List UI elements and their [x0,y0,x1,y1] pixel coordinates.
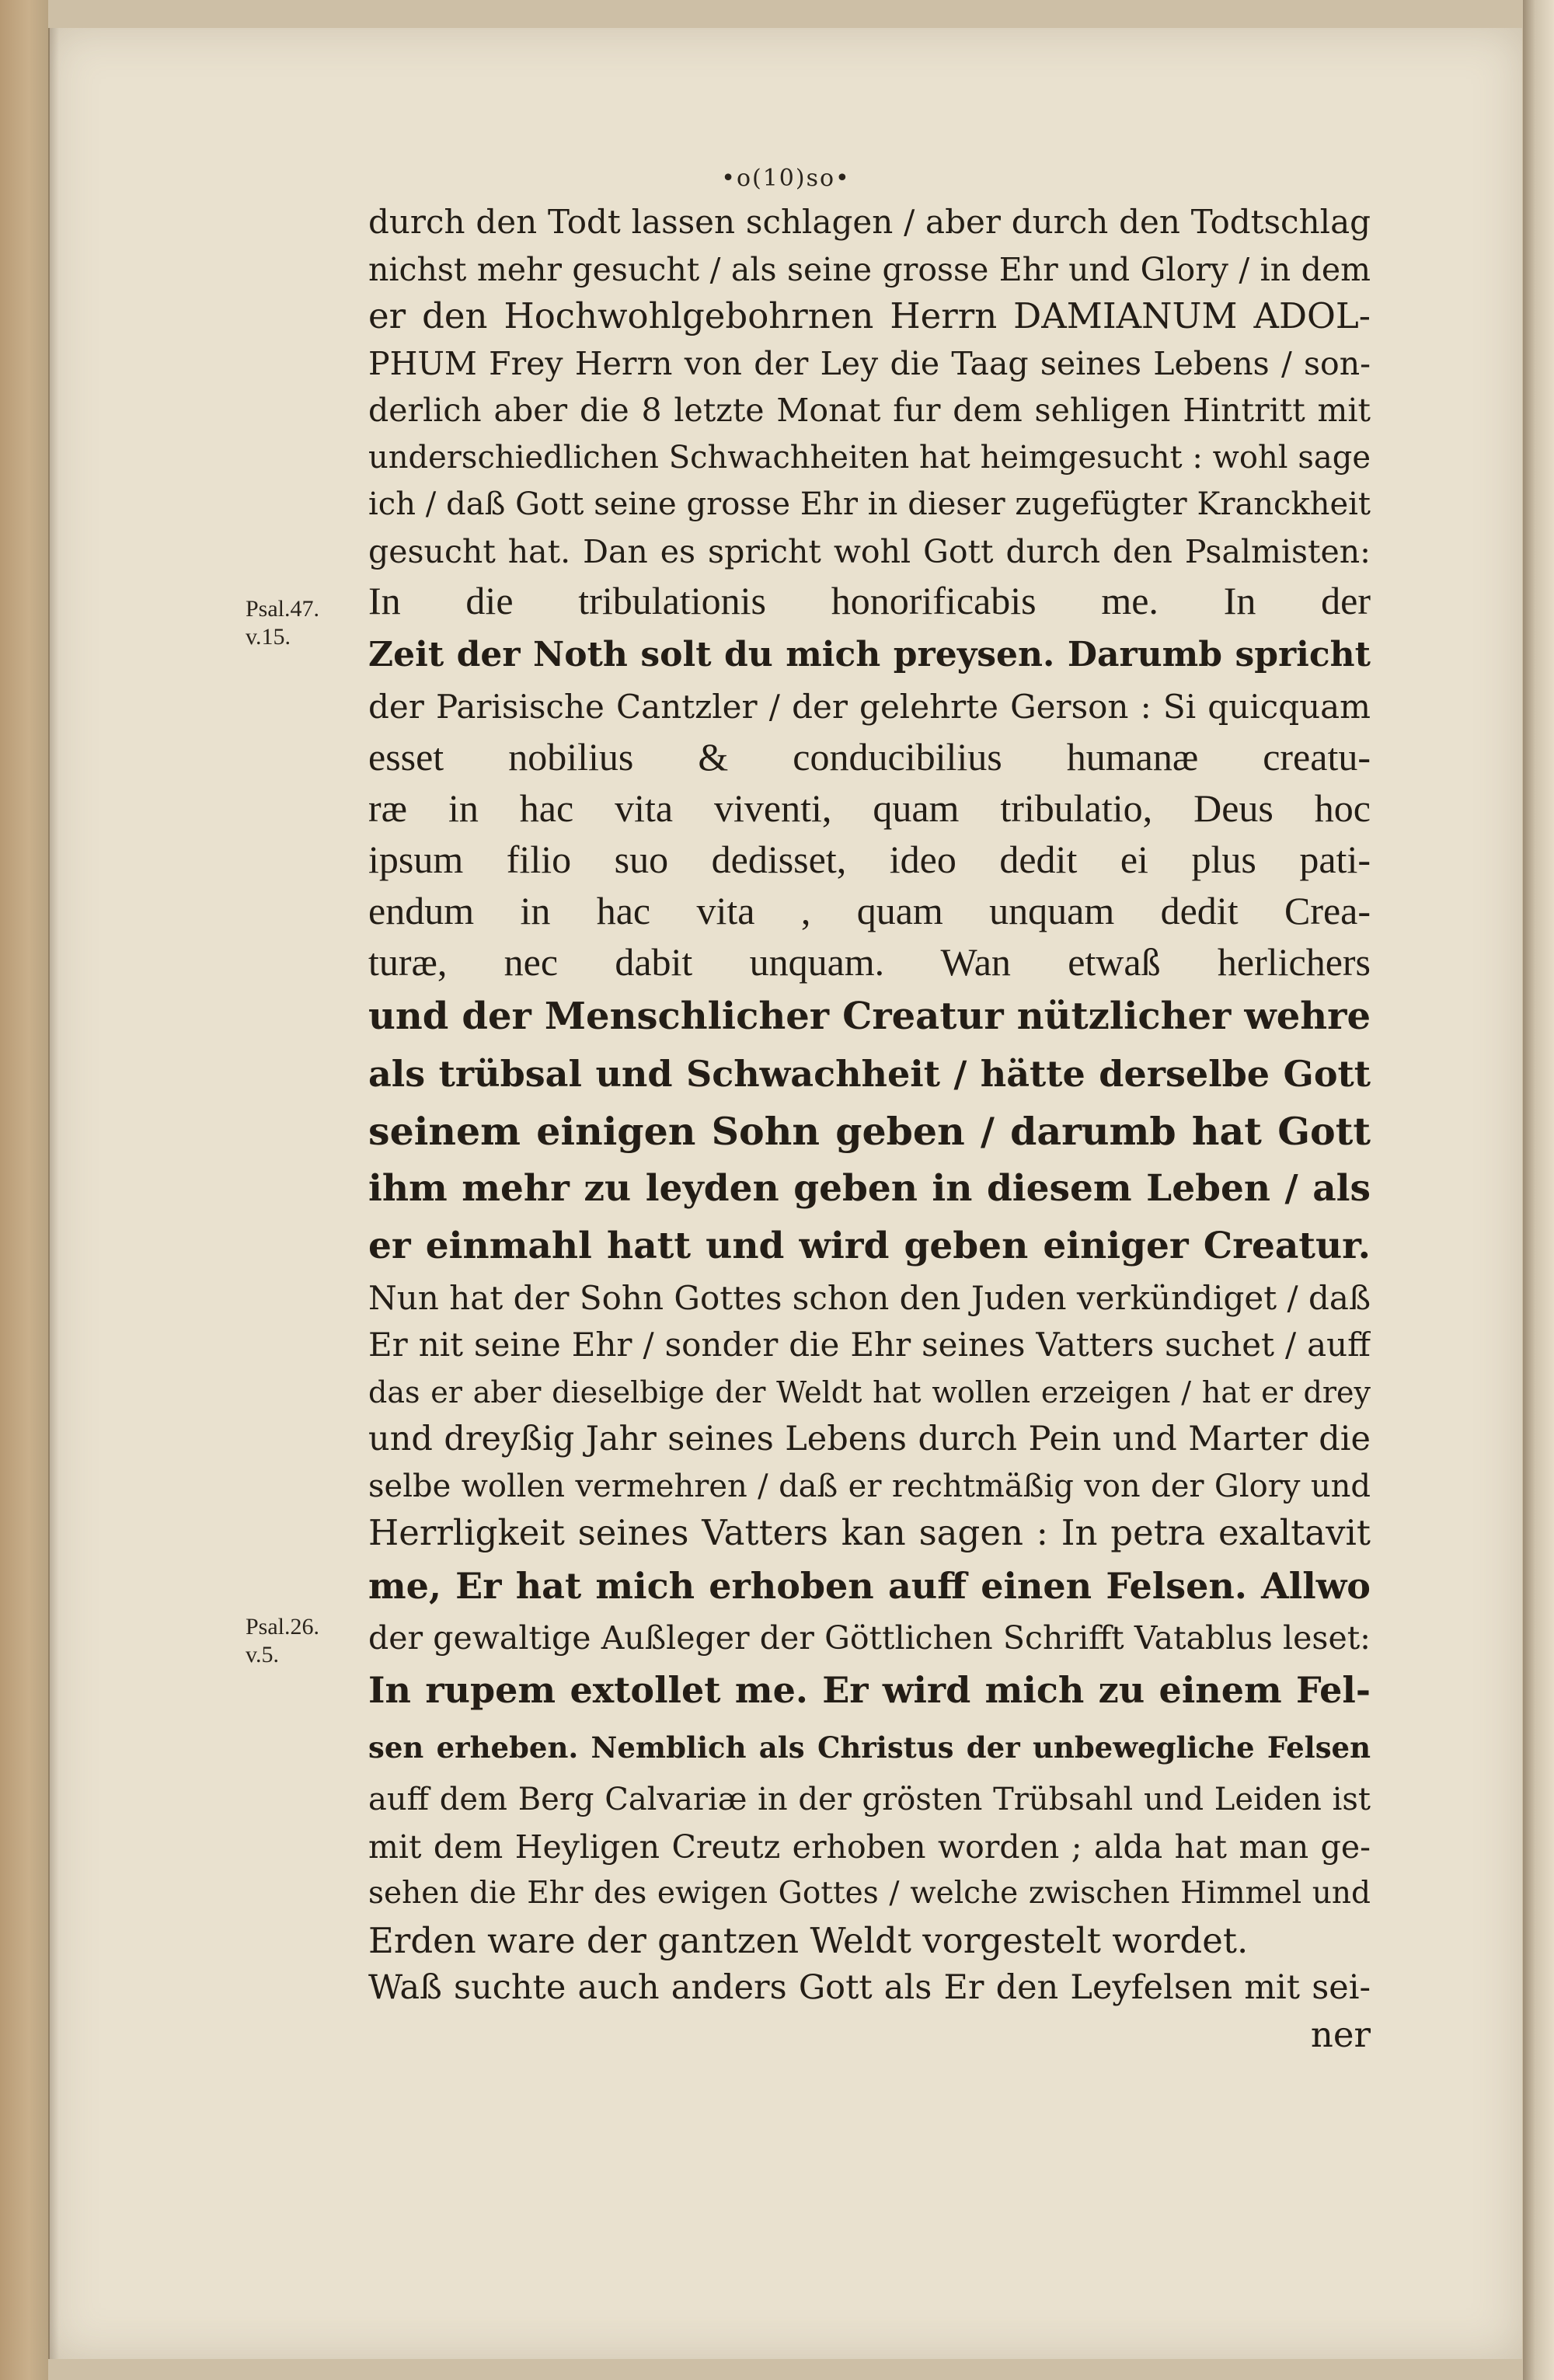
text-line: underschiedlichen Schwachheiten hat heimgesucht : wohl sage [368,439,1371,476]
text-line: auff dem Berg Calvariæ in der grösten Trübsahl und Leiden ist [368,1782,1371,1817]
text-line: Erden ware der gantzen Weldt vorgestelt wordet. [368,1919,1249,1961]
book-page [48,28,1522,2359]
text-line: Er nit seine Ehr / sonder die Ehr seines Vatters suchet / auff [368,1326,1371,1364]
text-line: gesucht hat. Dan es spricht wohl Gott durch den Psalmisten: [368,532,1371,570]
text-line: ich / daß Gott seine grosse Ehr in dieser zugefügter Kranckheit [368,486,1371,522]
margin-note-line: Psal.26. [246,1614,320,1640]
text-line: PHUM Frey Herrn von der Ley die Taag seines Lebens / son- [368,344,1371,382]
text-line: er den Hochwohlgebohrnen Herrn DAMIANUM ADOL- [368,295,1371,336]
text-line: esset nobilius & conducibilius humanæ creatu- [368,734,1371,779]
text-line: das er aber dieselbige der Weldt hat wollen erzeigen / hat er drey [368,1375,1371,1410]
text-line: sehen die Ehr des ewigen Gottes / welche zwischen Himmel und [368,1876,1371,1911]
text-line: Herrligkeit seines Vatters kan sagen : In petra exaltavit [368,1512,1371,1553]
text-line: Waß suchte auch anders Gott als Er den Leyfelsen mit sei- [368,1968,1371,2007]
text-line: als trübsal und Schwachheit / hätte derselbe Gott [368,1052,1371,1095]
text-line: me, Er hat mich erhoben auff einen Felsen. Allwo [368,1564,1371,1607]
text-line: turæ, nec dabit unquam. Wan etwaß herlichers [368,939,1371,984]
text-line: ihm mehr zu leyden geben in diesem Leben / als [368,1166,1371,1210]
margin-note-line: v.5. [246,1642,280,1667]
text-line: selbe wollen vermehren / daß er rechtmäßig von der Glory und [368,1468,1371,1504]
text-line: In die tribulationis honorificabis me. In der [368,579,1371,622]
page-number-header: •o(10)so• [721,165,851,192]
catchword: ner [1310,2013,1371,2055]
text-line: nichst mehr gesucht / als seine grosse Ehr und Glory / in dem [368,250,1371,288]
text-line: derlich aber die 8 letzte Monat fur dem sehligen Hintritt mit [368,392,1371,429]
text-line: und dreyßig Jahr seines Lebens durch Pein und Marter die [368,1420,1371,1458]
text-line: und der Menschlicher Creatur nützlicher wehre [368,994,1371,1038]
text-line: In rupem extollet me. Er wird mich zu einem Fel- [368,1669,1371,1711]
text-line: ipsum filio suo dedisset, ideo dedit ei plus pati- [368,837,1371,881]
binding-edge [0,0,48,2380]
text-line: endum in hac vita , quam unquam dedit Crea- [368,888,1371,932]
margin-note-line: v.15. [246,624,291,650]
body-text [368,199,1371,2058]
text-line: er einmahl hatt und wird geben einiger Creatur. [368,1224,1371,1267]
text-line: durch den Todt lassen schlagen / aber durch den Todtschlag [368,203,1371,241]
text-line: der Parisische Cantzler / der gelehrte Gerson : Si quicquam [368,688,1371,726]
gutter-shadow [48,28,59,2359]
text-line: mit dem Heyligen Creutz erhoben worden ; alda hat man ge- [368,1828,1371,1866]
text-line: Nun hat der Sohn Gottes schon den Juden verkündiget / daß [368,1278,1371,1317]
margin-note-psalm-47 [246,595,347,651]
margin-note-psalm-26 [246,1613,347,1669]
margin-note-line: Psal.47. [246,596,320,622]
adjacent-page-edge [1523,0,1554,2380]
text-line: ræ in hac vita viventi, quam tribulatio, Deus hoc [368,786,1371,830]
text-line: sen erheben. Nemblich als Christus der unbewegliche Felsen [368,1730,1371,1765]
text-line: der gewaltige Außleger der Göttlichen Schrifft Vatablus leset: [368,1619,1371,1657]
text-line: seinem einigen Sohn geben / darumb hat Gott [368,1108,1371,1154]
text-line: Zeit der Noth solt du mich preysen. Darumb spricht [368,635,1371,674]
